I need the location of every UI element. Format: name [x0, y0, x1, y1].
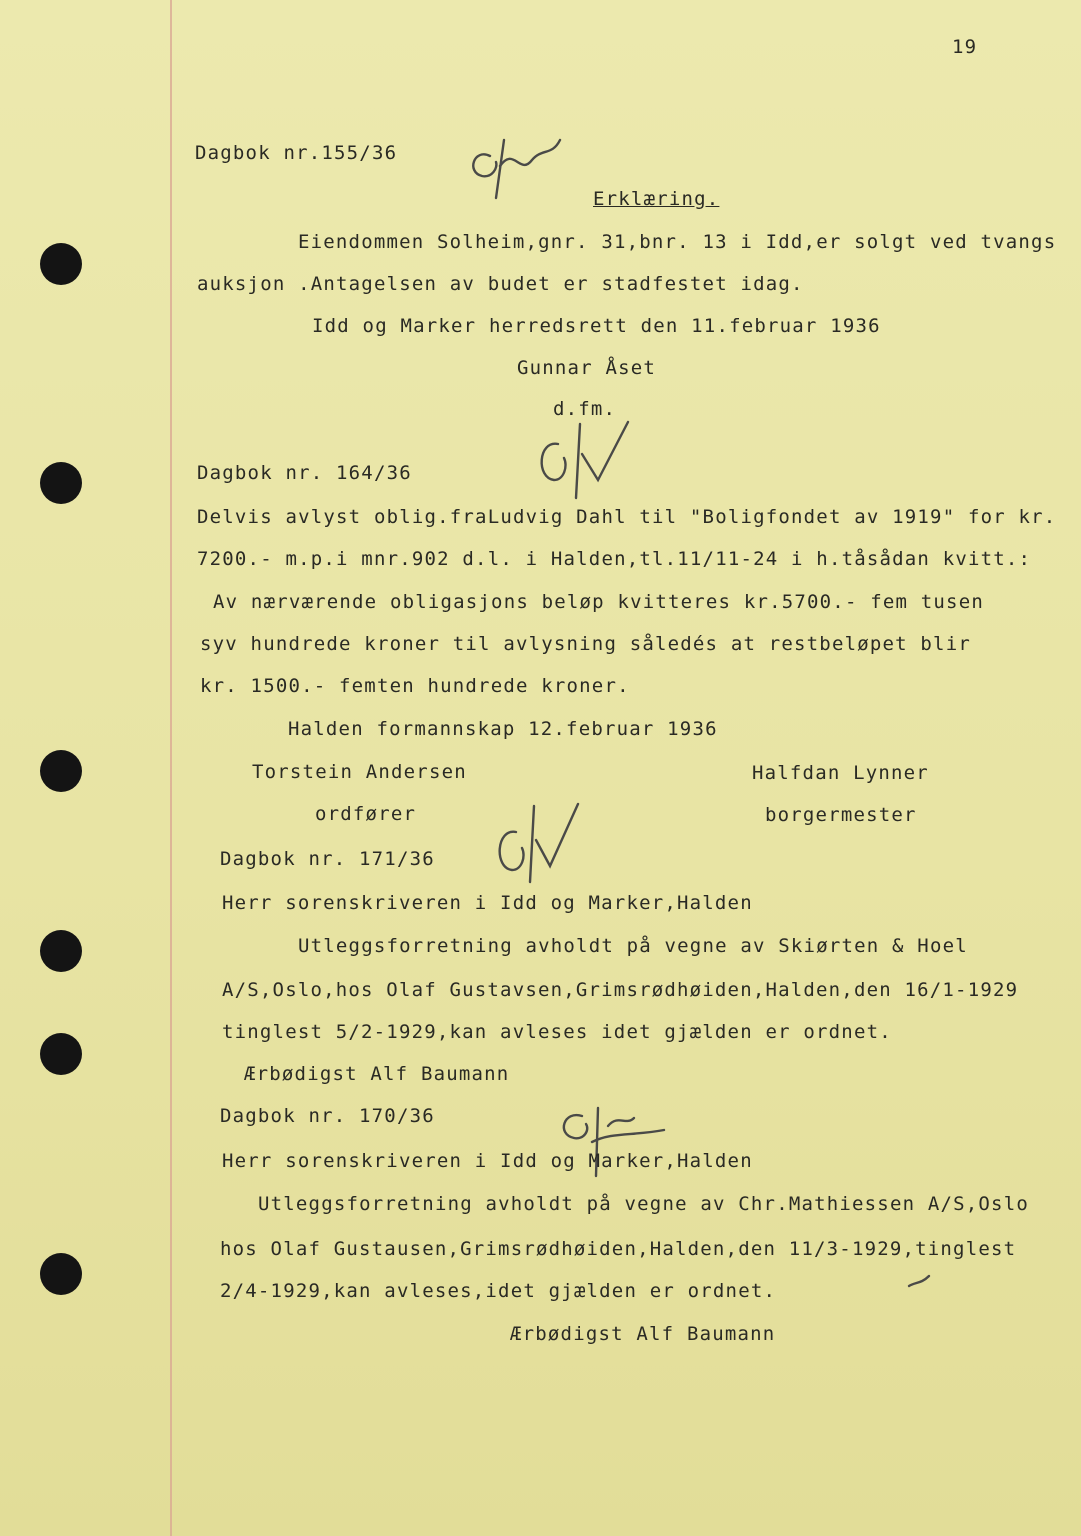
addressee: Herr sorenskriveren i Idd og Marker,Halden [222, 1150, 753, 1172]
entry-title: Erklæring. [593, 188, 720, 210]
entry-body-line: kr. 1500.- femten hundrede kroner. [200, 675, 630, 697]
punch-hole [40, 462, 82, 504]
initials-mark [488, 796, 598, 886]
entry-body-line: hos Olaf Gustausen,Grimsrødhøiden,Halden,den 11/3-1929,tinglest [220, 1238, 1017, 1260]
entry-body-line: A/S,Oslo,hos Olaf Gustavsen,Grimsrødhøiden,Halden,den 16/1-1929 [222, 979, 1019, 1001]
place-date: Idd og Marker herredsrett den 11.februar 1936 [312, 315, 881, 337]
punch-hole [40, 930, 82, 972]
punch-hole [40, 1253, 82, 1295]
punch-hole [40, 243, 82, 285]
initials-mark [528, 414, 648, 504]
entry-body-line: tinglest 5/2-1929,kan avleses idet gjælden er ordnet. [222, 1021, 892, 1043]
entry-body-line: syv hundrede kroner til avlysning såledés at restbeløpet blir [200, 633, 971, 655]
closing: Ærbødigst Alf Baumann [510, 1323, 776, 1345]
signer-name-left: Torstein Andersen [252, 761, 467, 783]
signer-name-right: Halfdan Lynner [752, 762, 929, 784]
entry-body-line: Utleggsforretning avholdt på vegne av Chr.Mathiessen A/S,Oslo [258, 1193, 1029, 1215]
place-date: Halden formannskap 12.februar 1936 [288, 718, 718, 740]
signer-role-left: ordfører [315, 803, 417, 825]
entry-body-line: 2/4-1929,kan avleses,idet gjælden er ordnet. [220, 1280, 777, 1302]
closing: Ærbødigst Alf Baumann [244, 1063, 510, 1085]
entry-body-line: auksjon .Antagelsen av budet er stadfestet idag. [197, 273, 804, 295]
entry-body-line: 7200.- m.p.i mnr.902 d.l. i Halden,tl.11/11-24 i h.tåsådan kvitt.: [197, 548, 1032, 570]
entry-heading: Dagbok nr. 170/36 [220, 1105, 435, 1127]
punch-hole [40, 1033, 82, 1075]
entry-body-line: Eiendommen Solheim,gnr. 31,bnr. 13 i Idd,er solgt ved tvangs [298, 231, 1057, 253]
margin-rule [170, 0, 172, 1536]
punch-hole [40, 750, 82, 792]
signer-role-right: borgermester [765, 804, 917, 826]
entry-heading: Dagbok nr. 164/36 [197, 462, 412, 484]
entry-body-line: Utleggsforretning avholdt på vegne av Skiørten & Hoel [298, 935, 968, 957]
signer-role: d.fm. [553, 398, 617, 420]
signer-name: Gunnar Åset [517, 357, 657, 379]
entry-body-line: Delvis avlyst oblig.fraLudvig Dahl til "Boligfondet av 1919" for kr. [197, 506, 1057, 528]
initials-mark [460, 126, 580, 206]
entry-body-line: Av nærværende obligasjons beløp kvitteres kr.5700.- fem tusen [213, 591, 984, 613]
check-mark [905, 1272, 935, 1292]
entry-heading: Dagbok nr.155/36 [195, 142, 398, 164]
entry-heading: Dagbok nr. 171/36 [220, 848, 435, 870]
addressee: Herr sorenskriveren i Idd og Marker,Halden [222, 892, 753, 914]
page-number: 19 [952, 36, 978, 58]
